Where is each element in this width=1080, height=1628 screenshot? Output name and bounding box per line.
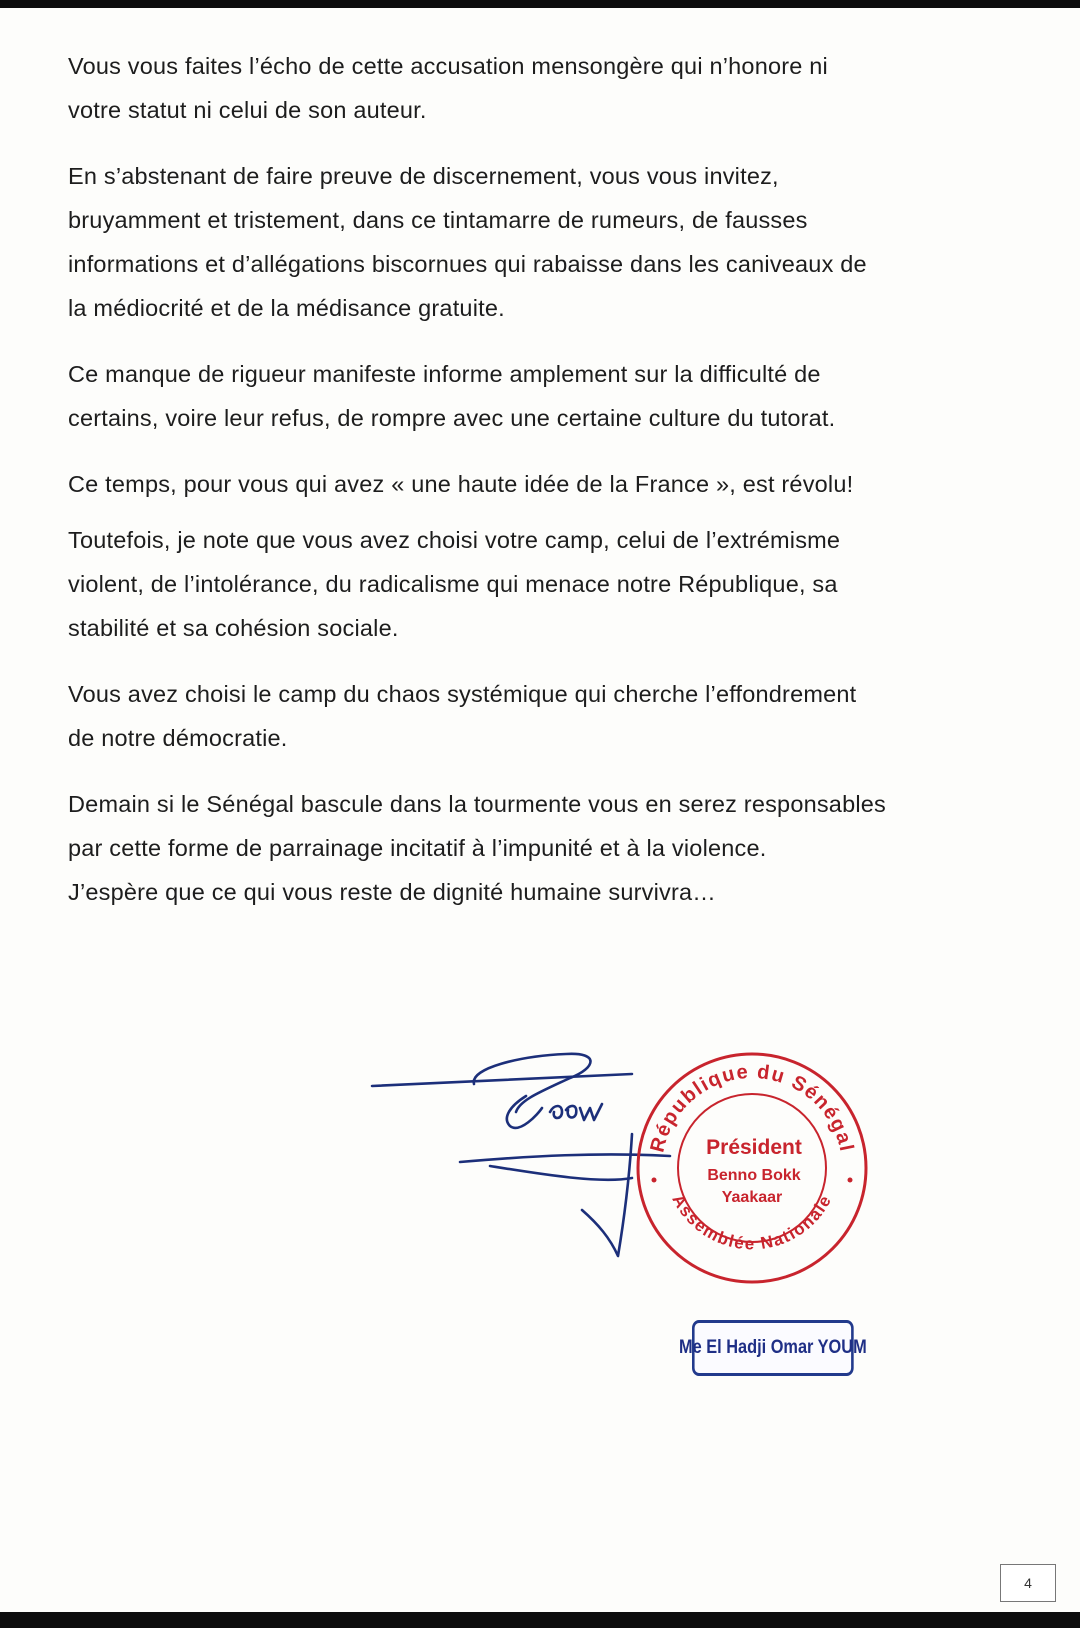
seal-bottom-text: Assemblée Nationale <box>668 1191 836 1254</box>
paragraph-5 <box>68 518 994 650</box>
text-line: certains, voire leur refus, de rompre avec une certaine culture du tutorat. <box>68 405 836 431</box>
letter-body <box>68 44 994 936</box>
official-seal-stamp <box>632 1048 872 1288</box>
text-line: Demain si le Sénégal bascule dans la tourmente vous en serez responsables <box>68 791 886 817</box>
text-line: bruyamment et tristement, dans ce tintamarre de rumeurs, de fausses <box>68 207 808 233</box>
paragraph-6 <box>68 672 994 760</box>
text-line: Toutefois, je note que vous avez choisi votre camp, celui de l’extrémisme <box>68 527 841 553</box>
text-line: violent, de l’intolérance, du radicalisme qui menace notre République, sa <box>68 571 838 597</box>
paragraph-3 <box>68 352 994 440</box>
seal-title: Président <box>706 1136 802 1159</box>
text-line: stabilité et sa cohésion sociale. <box>68 615 399 641</box>
paragraph-1 <box>68 44 994 132</box>
text-line: Vous vous faites l’écho de cette accusation mensongère qui n’honore ni <box>68 53 828 79</box>
text-line: Vous avez choisi le camp du chaos systémique qui cherche l’effondrement <box>68 681 857 707</box>
top-black-border <box>0 0 1080 8</box>
signature-block <box>370 1048 890 1378</box>
text-line: informations et d’allégations biscornues qui rabaisse dans les caniveaux de <box>68 251 867 277</box>
text-line: En s’abstenant de faire preuve de discernement, vous vous invitez, <box>68 163 779 189</box>
seal-line-2: Benno Bokk <box>707 1167 801 1184</box>
text-line: votre statut ni celui de son auteur. <box>68 97 427 123</box>
seal-line-3: Yaakaar <box>721 1189 783 1206</box>
paragraph-4 <box>68 462 994 506</box>
page-number: 4 <box>1000 1564 1056 1602</box>
text-line: J’espère que ce qui vous reste de dignité humaine survivra… <box>68 879 716 905</box>
text-line: Ce temps, pour vous qui avez « une haute idée de la France », est révolu! <box>68 471 854 497</box>
letter-page <box>0 8 1080 1612</box>
text-line: de notre démocratie. <box>68 725 288 751</box>
paragraph-7 <box>68 782 994 914</box>
seal-top-text: République du Sénégal <box>646 1060 858 1155</box>
text-line: par cette forme de parrainage incitatif à l’impunité et à la violence. <box>68 835 767 861</box>
text-line: la médiocrité et de la médisance gratuite. <box>68 295 505 321</box>
text-line: Ce manque de rigueur manifeste informe amplement sur la difficulté de <box>68 361 821 387</box>
bottom-black-border <box>0 1612 1080 1628</box>
signatory-name-stamp: Me El Hadji Omar YOUM <box>692 1320 854 1376</box>
paragraph-2 <box>68 154 994 330</box>
